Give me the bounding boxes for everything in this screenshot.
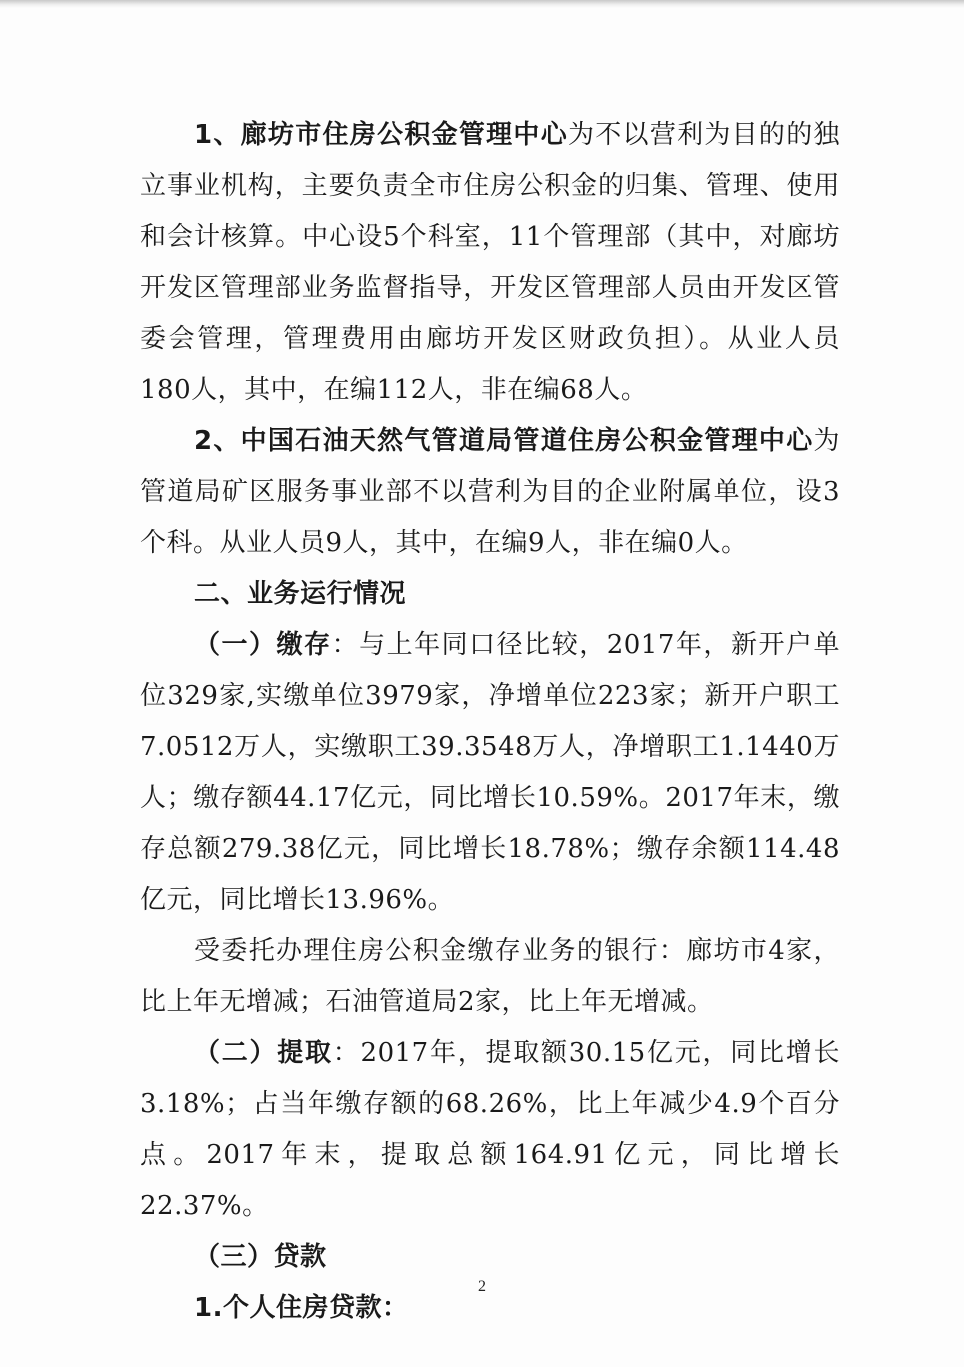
paragraph-pipeline-center xyxy=(140,416,840,569)
paragraph-deposits xyxy=(140,620,840,926)
section-heading-operations: 二、业务运行情况 xyxy=(194,579,407,609)
paragraph-text: ：与上年同口径比较，2017年，新开户单位329家,实缴单位3979家，净增单位223家；新开户职工7.0512万人，实缴职工39.3548万人，净增职工1.1440万人；缴存额44.17亿元，同比增长10.59%。2017年末，缴存总额279.38亿元，同比增长18.78%；缴存余额114.48亿元，同比增长13.96%。 xyxy=(140,630,840,915)
paragraph-text: 受委托办理住房公积金缴存业务的银行：廊坊市4家，比上年无增减；石油管道局2家，比上年无增减。 xyxy=(140,936,840,1017)
paragraph-withdrawals xyxy=(140,1028,840,1232)
paragraph-text: 为管道局矿区服务事业部不以营利为目的企业附属单位，设3个科。从业人员9人，其中，在编9人，非在编0人。 xyxy=(140,426,840,558)
paragraph-lead: 2、中国石油天然气管道局管道住房公积金管理中心 xyxy=(194,426,814,456)
paragraph-lead: （二）提取 xyxy=(194,1038,333,1068)
subsection-heading-personal-loans: 1.个人住房贷款： xyxy=(194,1293,409,1323)
paragraph-text: 为不以营利为目的的独立事业机构，主要负责全市住房公积金的归集、管理、使用和会计核算。中心设5个科室，11个管理部（其中，对廊坊开发区管理部业务监督指导，开发区管理部人员由开发区管委会管理，管理费用由廊坊开发区财政负担）。从业人员180人，其中，在编112人，非在编68人。 xyxy=(140,120,840,405)
scan-top-edge xyxy=(0,0,964,8)
paragraph-langfang-center xyxy=(140,110,840,416)
paragraph-lead: 1、廊坊市住房公积金管理中心 xyxy=(194,120,568,150)
paragraph-text: ：2017年，提取额30.15亿元，同比增长3.18%；占当年缴存额的68.26%，比上年减少4.9个百分点。2017年末，提取总额164.91亿元，同比增长22.37%。 xyxy=(140,1038,840,1221)
paragraph-banks xyxy=(140,926,840,1028)
document-body xyxy=(140,110,840,1334)
page-number: 2 xyxy=(478,1278,486,1295)
paragraph-lead: （一）缴存 xyxy=(194,630,332,660)
section-heading-loans: （三）贷款 xyxy=(194,1242,327,1272)
